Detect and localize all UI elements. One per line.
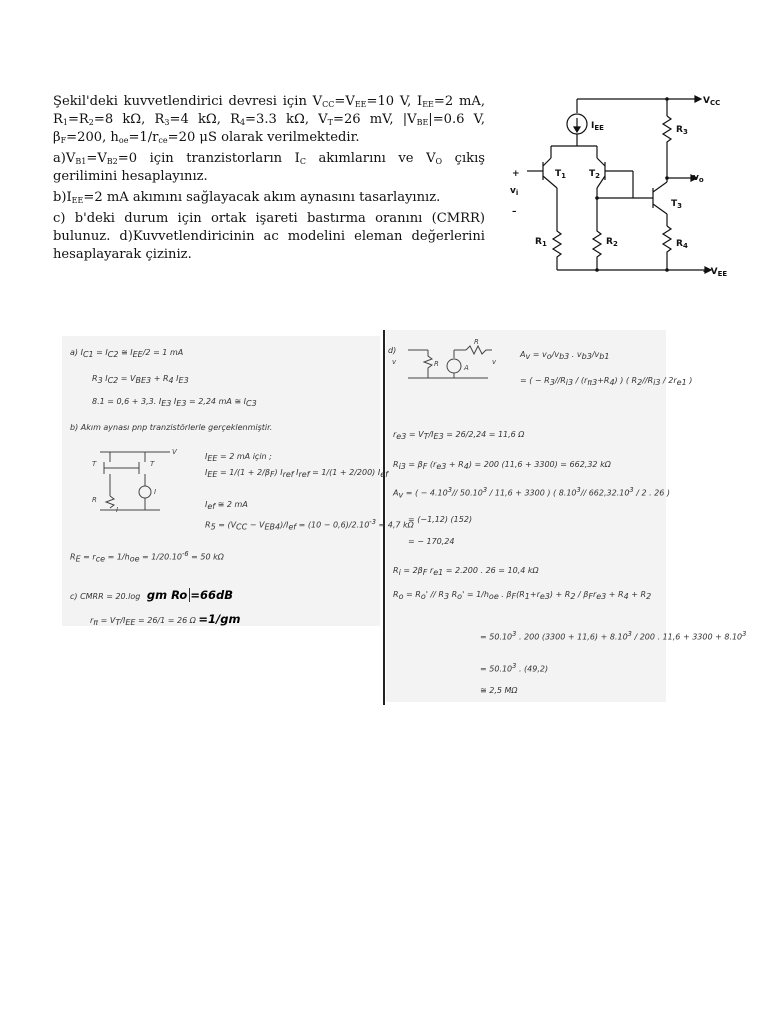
label-vcc: $V_{CC}$	[703, 96, 721, 107]
solution-d-line-8: $R_i = 2\beta_F$ $r_{e1} = 2.200$ . 26 = 10,4 kΩ	[393, 566, 539, 577]
label-r4: $R_4$	[676, 239, 688, 250]
label-r3: $R_3$	[676, 125, 688, 136]
problem-part-c-d: c) b'deki durum için ortak işareti bastırma oranını (CMRR) bulunuz. d)Kuvvetlendiricinin ac modelini eleman değerlerini hesaplayarak çiziniz.	[53, 211, 485, 262]
solution-b-line-3: $I_{EE} = 1/(1 + 2/\beta_F)$ $I_{ref}$ $I_{ref} = 1/(1 + 2/200)$ $I_{ef}$	[205, 468, 388, 479]
solution-b-line-6: $R_E = r_{ce} = 1/h_{oe} = 1/20.10^{-6} = 50$ kΩ	[70, 550, 224, 564]
label-r2: $R_2$	[606, 237, 618, 248]
solution-d-line-3: $r_{e3} = V_T/I_{E3} = 26/2,24 = 11,6$ Ω	[393, 430, 525, 441]
ac-label-av: A	[464, 364, 469, 372]
problem-part-b: $b)I_{EE}=2$ mA akımını sağlayacak akım aynasını tasarlayınız.	[53, 190, 441, 205]
mini-label-t4: T	[92, 460, 97, 468]
solution-b-line-2: $I_{EE} = 2$ mA için ;	[205, 452, 272, 463]
label-t2: $T_2$	[589, 169, 601, 180]
label-vo: $v_o$	[693, 173, 704, 184]
r-pi-gm: =1/gm	[198, 612, 241, 626]
problem-given: Şekil'deki kuvvetlendirici devresi için $V_{CC}=V_{EE}=10$ V, $I_{EE}=2$ mA, $R_1=R_2=8$ kΩ, $R_3=4$ kΩ, $R_4=3.3$ kΩ, $V_T=26$ mV, $|V_{BE}|=0.6$ V, $\beta_F=200$, $h_{oe}=1/r_{ce}=20$ μS olarak verilmektedir.	[53, 94, 486, 145]
solution-a-line-3: 8.1 = 0,6 + 3,3. $I_{E3}$ $I_{E3} = 2,24$ mA ≅ $I_{C3}$	[92, 397, 257, 408]
label-vee: – $V_{EE}$	[703, 267, 728, 278]
solution-d-line-11: = $50.10^3$ . (49,2)	[480, 662, 549, 674]
label-t3: $T_3$	[671, 199, 683, 210]
current-mirror-sketch	[90, 444, 200, 516]
label-plus: +	[512, 169, 520, 179]
solution-d-line-10: = $50.10^3$ . 200 $(3300 + 11,6) + 8.10^3 / 200$ . $11,6 + 3300 + 8.10^3$	[480, 630, 747, 642]
mini-label-r5: R	[92, 496, 97, 504]
label-minus: –	[512, 207, 517, 217]
solution-d-line-1: $A_v = v_o/v_{b3}$ . $v_{b3}/v_{b1}$	[520, 350, 610, 361]
ac-label-vi: v	[392, 358, 397, 366]
ac-label-ro: R	[474, 338, 479, 346]
solution-b-line-4: $I_{ef}$ ≅ 2 mA	[205, 500, 248, 511]
ac-label-ri: R	[434, 360, 439, 368]
solution-d-line-4: $R_{i3} = \beta_F$ $(r_{e3} + R_4) = 200$ (11,6 + 3300) = 662,32 kΩ	[393, 460, 611, 471]
solution-d-label: d)	[388, 346, 397, 355]
mini-label-iee: I	[154, 488, 157, 496]
mini-label-iref: I	[116, 506, 119, 514]
solution-b-line-1: b) Akım aynası pnp tranzistörlerle gerçeklenmiştir.	[70, 423, 273, 432]
solution-d-line-6: = (−1,12) (152)	[408, 515, 473, 524]
solution-a-line-2: $R_3$ $I_{C2} = V_{BE3} + R_4$ $I_{E3}$	[92, 374, 189, 385]
solution-d-line-12: ≅ 2,5 MΩ	[480, 686, 518, 695]
solution-c-line-2	[90, 612, 240, 626]
cmrr-gm-ro: gm Ro	[147, 588, 190, 602]
label-vi: $v_i$	[510, 186, 519, 197]
solution-c-line-1	[70, 588, 233, 602]
solution-d-line-2: = ( − $R_3//R_{i3} / (r_{\pi 3}+R_4)$ ) ( $R_2//R_{i3} / 2r_{e1}$ )	[520, 376, 693, 387]
problem-part-a: $a)V_{B1}=V_{B2}=0$ için tranzistorların $I_C$ akımlarını ve $V_O$ çıkış gerilimini hesaplayınız.	[53, 151, 486, 184]
label-r1: $R_1$	[535, 237, 547, 248]
solution-d-line-5: $A_v$ = ( − $4.10^3//$ 50.10$^3$ / 11,6 + 3300 ) ( 8.10$^3$// 662,32.10$^3$ / 2 . 26 )	[393, 486, 671, 500]
mini-label-vcc: V	[172, 448, 177, 456]
amplifier-circuit-schematic	[505, 86, 740, 281]
cmrr-value: =66dB	[190, 588, 233, 602]
solution-b-line-5: $R_5 = (V_{CC} - V_{EB4})/I_{ef} = (10 - 0,6)/2.10^{-3} = 4,7$ kΩ	[205, 518, 414, 532]
problem-statement	[53, 93, 485, 267]
cmrr-prefix: c) CMRR = 20.log	[70, 592, 141, 601]
mini-label-t5: T	[150, 460, 155, 468]
label-iee: $I_{EE}$	[591, 121, 604, 132]
r-pi-eq: $r_\pi = V_T/I_{EE} = 26/1 = 26$ Ω	[90, 616, 196, 627]
label-t1: $T_1$	[555, 169, 567, 180]
solution-d-line-7: = − 170,24	[408, 537, 455, 546]
ac-model-sketch	[388, 336, 506, 388]
solution-a-line-1: a) $I_{C1} = I_{C2}$ ≅ $I_{EE}/2 = 1$ mA	[70, 348, 184, 359]
ac-label-vo: v	[492, 358, 497, 366]
solution-d-line-9: $R_o = R_o' // R_3$ $R_o' = 1/h_{oe}$ . $\beta_F(R_1+r_{e3}) + R_2 / \beta_Fr_{e3} + R_4 + R_2$	[393, 590, 652, 601]
